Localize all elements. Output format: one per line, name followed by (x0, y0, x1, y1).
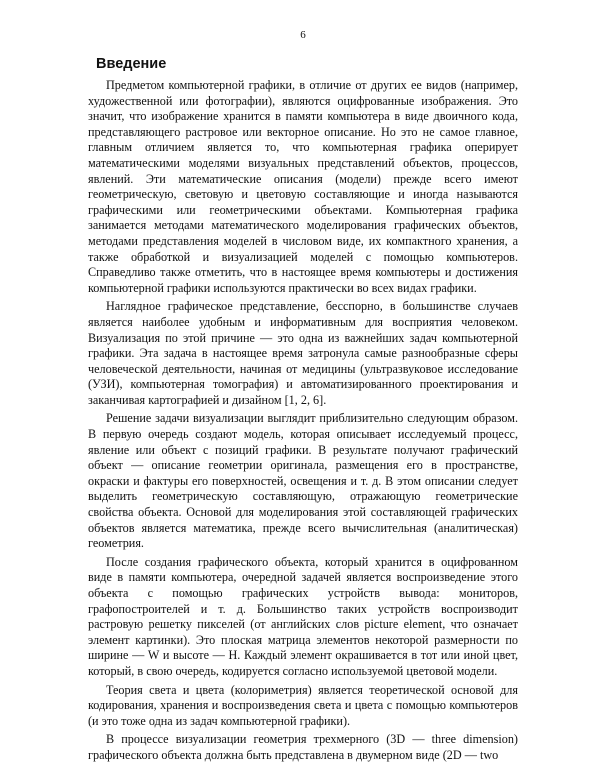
paragraph-1: Предметом компьютерной графики, в отличие от других ее видов (например, художественной или фотографии), являются оцифрованные изображения. Это значит, что изображение хранится в памяти компьютера в виде двоичного кода, представляющего растровое или векторное описание. Но это не самое главное, главным отличием является то, что компьютерная графика оперирует математическими моделями визуальных представлений объектов, процессов, явлений. Эти математические описания (модели) прежде всего имеют геометрическую, световую и цветовую составляющие и иногда называются графическими или геометрическими объектами. Компьютерная графика занимается методами математического моделирования графических объектов, методами представления моделей в числовом виде, их компактного хранения, а также обработкой и визуализацией моделей с помощью компьютеров. Справедливо также отметить, что в настоящее время компьютеры и достижения компьютерной графики используются практически во всех видах графики. (88, 78, 518, 295)
paragraph-4: После создания графического объекта, который хранится в оцифрованном виде в памяти компьютера, очередной задачей является воспроизведение этого объекта с помощью графических устройств вывода: мониторов, графопостроителей и т. д. Большинство таких устройств воспроизводит растровую решетку пикселей (от английских слов picture element, что означает элемент картинки). Это плоская матрица элементов некоторой размерности по ширине — W и высоте — H. Каждый элемент окрашивается в тот или иной цвет, который, в свою очередь, кодируется согласно используемой цветовой модели. (88, 554, 518, 678)
document-page (88, 28, 518, 762)
paragraph-2: Наглядное графическое представление, бесспорно, в большинстве случаев является наиболее удобным и информативным для восприятия человеком. Визуализация по этой причине — это одна из важнейших задач компьютерной графики. Эта задача в настоящее время затронула самые разнообразные сферы человеческой деятельности, начиная от медицины (ультразвуковое исследование (УЗИ), компьютерная томография) и автоматизированного проектирования и заканчивая картографией и дизайном [1, 2, 6]. (88, 299, 518, 407)
paragraph-5: Теория света и цвета (колориметрия) является теоретической основой для кодирования, хранения и воспроизведения света и цвета с помощью компьютеров (и это тоже одна из задач компьютерной графики). (88, 682, 518, 728)
paragraph-3: Решение задачи визуализации выглядит приблизительно следующим образом. В первую очередь создают модель, которая описывает исследуемый процесс, явление или объект с позиций графики. В результате получают графический объект — описание геометрии оригинала, размещения его в пространстве, окраски и фактуры его поверхностей, освещения и т. д. В этом описании следует выделить геометрическую составляющую, отражающую геометрические свойства объекта. Основой для моделирования этой составляющей графических объектов является математика, прежде всего вычислительная (аналитическая) геометрия. (88, 411, 518, 551)
paragraph-6: В процессе визуализации геометрия трехмерного (3D — three dimension) графического объекта должна быть представлена в двумерном виде (2D — two (88, 732, 518, 762)
page-number: 6 (300, 29, 306, 41)
section-heading: Введение (96, 56, 167, 72)
